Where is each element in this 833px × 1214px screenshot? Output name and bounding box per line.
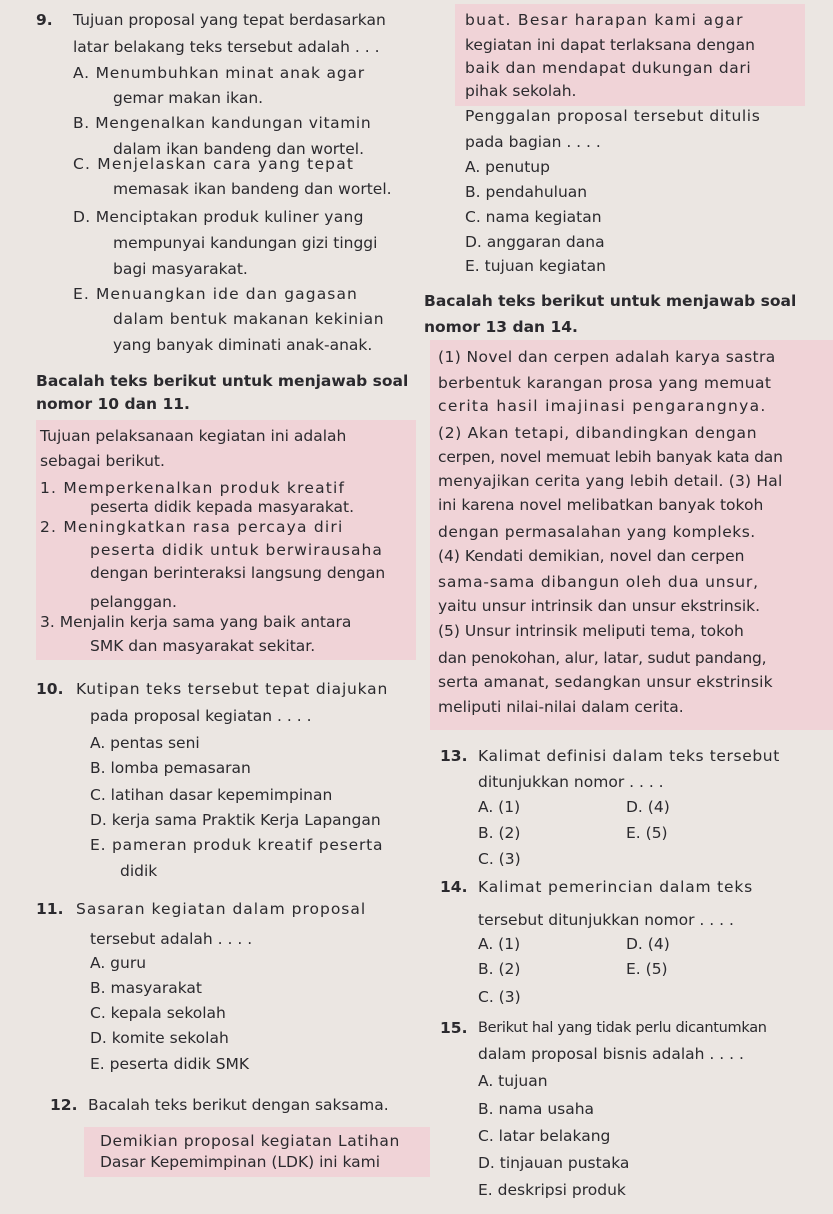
q10-option-d: D. kerja sama Praktik Kerja Lapangan xyxy=(90,811,381,829)
q11-option-b: B. masyarakat xyxy=(90,979,202,997)
q14-option-d: D. (4) xyxy=(626,935,670,953)
q12-stem: Penggalan proposal tersebut ditulis xyxy=(465,107,761,125)
q15-option-a: A. tujuan xyxy=(478,1072,548,1090)
box-10-11-line: SMK dan masyarakat sekitar. xyxy=(90,637,316,655)
box-13-14-line: yaitu unsur intrinsik dan unsur ekstrinsik. xyxy=(438,597,761,615)
q13-number: 13. xyxy=(440,747,468,765)
box-13-14-line: cerpen, novel memuat lebih banyak kata dan xyxy=(438,448,783,466)
box-10-11-line: 3. Menjalin kerja sama yang baik antara xyxy=(40,613,352,631)
q9-option-d: mempunyai kandungan gizi tinggi xyxy=(113,234,378,252)
q12-option-b: B. pendahuluan xyxy=(465,183,588,201)
q11-stem: tersebut adalah . . . . xyxy=(90,930,253,948)
q9-option-d: D. Menciptakan produk kuliner yang xyxy=(73,208,364,226)
q10-stem: Kutipan teks tersebut tepat diajukan xyxy=(76,680,389,698)
q13-stem: ditunjukkan nomor . . . . xyxy=(478,773,664,791)
box-13-14-line: dengan permasalahan yang kompleks. xyxy=(438,523,756,541)
q12-option-c: C. nama kegiatan xyxy=(465,208,602,226)
box-13-14-line: (1) Novel dan cerpen adalah karya sastra xyxy=(438,348,776,366)
q13-option-c: C. (3) xyxy=(478,850,521,868)
q10-option-b: B. lomba pemasaran xyxy=(90,759,251,777)
box-10-11-line: peserta didik kepada masyarakat. xyxy=(90,498,355,516)
q14-option-e: E. (5) xyxy=(626,960,668,978)
q9-option-e: E. Menuangkan ide dan gagasan xyxy=(73,285,358,303)
box-13-14-line: cerita hasil imajinasi pengarangnya. xyxy=(438,397,767,415)
q12-option-a: A. penutup xyxy=(465,158,550,176)
q10-option-e: didik xyxy=(120,862,158,880)
q9-option-a: A. Menumbuhkan minat anak agar xyxy=(73,64,365,82)
q14-option-b: B. (2) xyxy=(478,960,521,978)
q15-option-b: B. nama usaha xyxy=(478,1100,595,1118)
box-10-11-line: pelanggan. xyxy=(90,593,177,611)
q15-option-d: D. tinjauan pustaka xyxy=(478,1154,630,1172)
q13-option-b: B. (2) xyxy=(478,824,521,842)
q14-option-a: A. (1) xyxy=(478,935,521,953)
q13-option-a: A. (1) xyxy=(478,798,521,816)
q9-option-a: gemar makan ikan. xyxy=(113,89,264,107)
q12-quote-line: baik dan mendapat dukungan dari xyxy=(465,59,752,77)
box-13-14-line: (4) Kendati demikian, novel dan cerpen xyxy=(438,547,745,565)
box-13-14-line: (2) Akan tetapi, dibandingkan dengan xyxy=(438,424,758,442)
box-10-11-line: dengan berinteraksi langsung dengan xyxy=(90,564,386,582)
intro-13-14: Bacalah teks berikut untuk menjawab soal xyxy=(424,292,797,310)
q12-option-e: E. tujuan kegiatan xyxy=(465,257,606,275)
q15-number: 15. xyxy=(440,1019,468,1037)
q13-option-d: D. (4) xyxy=(626,798,670,816)
q10-number: 10. xyxy=(36,680,64,698)
q9-option-e: yang banyak diminati anak-anak. xyxy=(113,336,373,354)
q14-stem: tersebut ditunjukkan nomor . . . . xyxy=(478,911,734,929)
q12-quote-line: pihak sekolah. xyxy=(465,82,577,100)
q12-quote-line: kegiatan ini dapat terlaksana dengan xyxy=(465,36,755,54)
box-10-11-line: 2. Meningkatkan rasa percaya diri xyxy=(40,518,344,536)
q9-option-c: C. Menjelaskan cara yang tepat xyxy=(73,155,355,173)
q15-stem: dalam proposal bisnis adalah . . . . xyxy=(478,1045,744,1063)
q11-option-e: E. peserta didik SMK xyxy=(90,1055,250,1073)
q12-number: 12. xyxy=(50,1096,78,1114)
q9-option-b: dalam ikan bandeng dan wortel. xyxy=(113,140,365,158)
q9-option-c: memasak ikan bandeng dan wortel. xyxy=(113,180,392,198)
box-13-14-line: (5) Unsur intrinsik meliputi tema, tokoh xyxy=(438,622,744,640)
q9-option-b: B. Mengenalkan kandungan vitamin xyxy=(73,114,372,132)
q10-option-c: C. latihan dasar kepemimpinan xyxy=(90,786,333,804)
q11-option-a: A. guru xyxy=(90,954,147,972)
q15-option-c: C. latar belakang xyxy=(478,1127,611,1145)
q14-stem: Kalimat pemerincian dalam teks xyxy=(478,878,754,896)
box-13-14-line: meliputi nilai-nilai dalam cerita. xyxy=(438,698,684,716)
box-10-11-line: Tujuan pelaksanaan kegiatan ini adalah xyxy=(40,427,347,445)
box-13-14-line: serta amanat, sedangkan unsur ekstrinsik xyxy=(438,673,773,691)
q10-stem: pada proposal kegiatan . . . . xyxy=(90,707,312,725)
intro-13-14: nomor 13 dan 14. xyxy=(424,318,578,336)
q11-stem: Sasaran kegiatan dalam proposal xyxy=(76,900,367,918)
q12-quote-line: Dasar Kepemimpinan (LDK) ini kami xyxy=(100,1153,381,1171)
q9-option-e: dalam bentuk makanan kekinian xyxy=(113,310,385,328)
q10-option-a: A. pentas seni xyxy=(90,734,200,752)
intro-10-11: Bacalah teks berikut untuk menjawab soal xyxy=(36,372,409,390)
q12-quote-line: buat. Besar harapan kami agar xyxy=(465,11,744,29)
q11-option-d: D. komite sekolah xyxy=(90,1029,229,1047)
q11-option-c: C. kepala sekolah xyxy=(90,1004,226,1022)
q15-stem: Berikut hal yang tidak perlu dicantumkan xyxy=(478,1020,767,1036)
box-10-11-line: sebagai berikut. xyxy=(40,452,165,470)
q10-option-e: E. pameran produk kreatif peserta xyxy=(90,836,384,854)
q9-option-d: bagi masyarakat. xyxy=(113,260,248,278)
q15-option-e: E. deskripsi produk xyxy=(478,1181,626,1199)
intro-10-11: nomor 10 dan 11. xyxy=(36,395,190,413)
q12-stem: Bacalah teks berikut dengan saksama. xyxy=(88,1096,389,1114)
box-13-14-line: sama-sama dibangun oleh dua unsur, xyxy=(438,573,759,591)
q11-number: 11. xyxy=(36,900,64,918)
box-10-11-line: peserta didik untuk berwirausaha xyxy=(90,541,383,559)
q14-option-c: C. (3) xyxy=(478,988,521,1006)
q14-number: 14. xyxy=(440,878,468,896)
q13-stem: Kalimat definisi dalam teks tersebut xyxy=(478,747,780,765)
q9-stem: Tujuan proposal yang tepat berdasarkan xyxy=(73,11,386,29)
q9-number: 9. xyxy=(36,11,53,29)
q12-option-d: D. anggaran dana xyxy=(465,233,605,251)
q12-stem: pada bagian . . . . xyxy=(465,133,601,151)
q9-stem: latar belakang teks tersebut adalah . . . xyxy=(73,38,380,56)
box-13-14-line: menyajikan cerita yang lebih detail. (3) Hal xyxy=(438,472,783,490)
q12-quote-line: Demikian proposal kegiatan Latihan xyxy=(100,1132,400,1150)
box-10-11-line: 1. Memperkenalkan produk kreatif xyxy=(40,479,346,497)
box-13-14-line: ini karena novel melibatkan banyak tokoh xyxy=(438,496,764,514)
box-13-14-line: dan penokohan, alur, latar, sudut pandang, xyxy=(438,649,767,667)
box-13-14-line: berbentuk karangan prosa yang memuat xyxy=(438,374,772,392)
q13-option-e: E. (5) xyxy=(626,824,668,842)
